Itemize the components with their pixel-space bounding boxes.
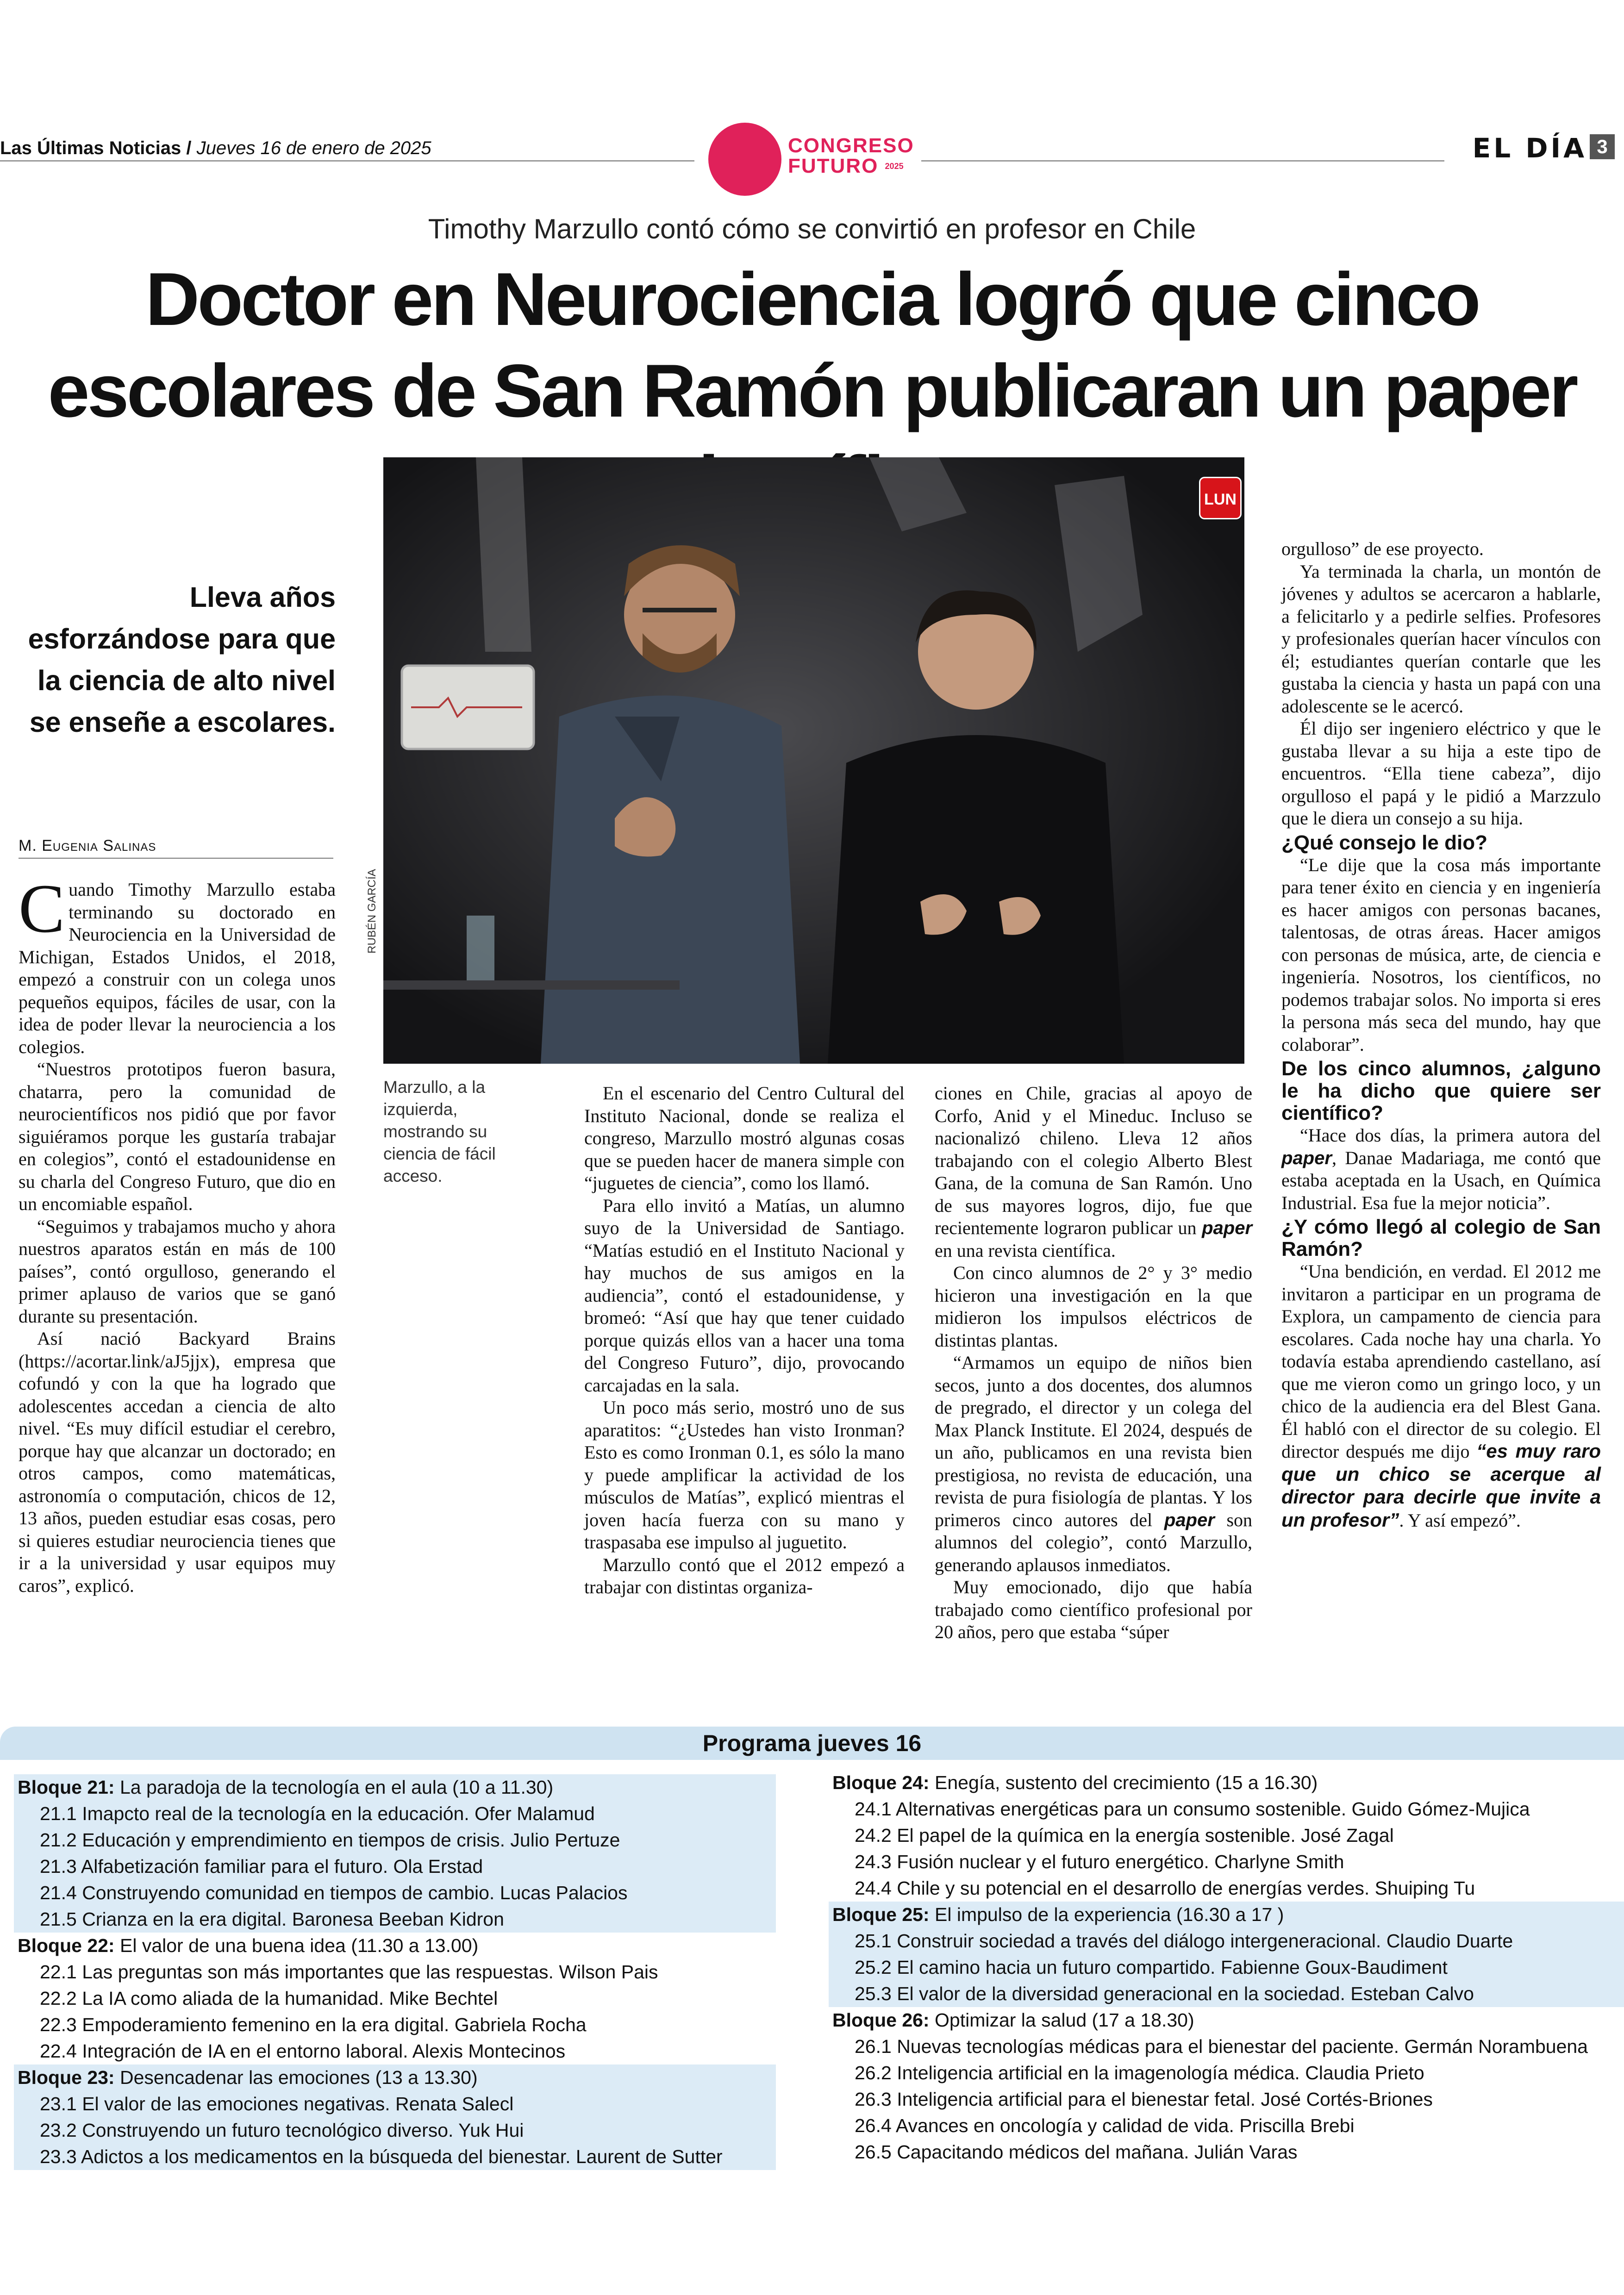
article-column-4 <box>1281 538 1601 1532</box>
deck: Lleva años esforzándose para que la ciencia de alto nivel se enseñe a escolares. <box>28 581 336 738</box>
paragraph: Muy emocionado, dijo que había trabajado como científico profesional por 20 años, pero que estaba “súper <box>935 1577 1252 1642</box>
paragraph: “Seguimos y trabajamos mucho y ahora nuestros aparatos están en más de 100 países”, contó orgulloso, generando el primer aplauso de varios que se ganó durante su presentación. <box>19 1216 336 1327</box>
program-item: 25.1 Construir sociedad a través del diálogo intergeneracional. Claudio Duarte <box>829 1928 1624 1954</box>
program-right-column <box>829 1770 1624 2165</box>
block-title: El impulso de la experiencia (16.30 a 17 ) <box>935 1904 1284 1925</box>
program-item: 23.1 El valor de las emociones negativas. Renata Salecl <box>14 2091 776 2117</box>
paper-word: paper <box>1281 1148 1332 1168</box>
program-item: 24.3 Fusión nuclear y el futuro energético. Charlyne Smith <box>855 1851 1344 1872</box>
block-title: Optimizar la salud (17 a 18.30) <box>935 2009 1194 2031</box>
paragraph: Marzullo contó que el 2012 empezó a trabajar con distintas organiza- <box>584 1554 905 1597</box>
photo-credit: RUBÉN GARCÍA <box>366 869 378 954</box>
block-label: Bloque 22: <box>18 1935 115 1956</box>
program-item: 21.2 Educación y emprendimiento en tiempos de crisis. Julio Pertuze <box>14 1827 776 1853</box>
interview-question: ¿Qué consejo le dio? <box>1281 831 1487 854</box>
quote-emphasis: “es muy raro que un chico se acerque al director para decirle que invite a un profesor” <box>1281 1440 1601 1531</box>
program-item: 22.1 Las preguntas son más importantes que las respuestas. Wilson Pais <box>40 1961 658 1983</box>
publication-line <box>0 138 431 159</box>
paragraph <box>1281 1260 1601 1532</box>
logo-line2: FUTURO <box>788 155 879 177</box>
program-item: 22.3 Empoderamiento femenino en la era digital. Gabriela Rocha <box>40 2014 587 2035</box>
program-left-column <box>14 1774 776 2170</box>
headline: Doctor en Neurociencia logró que cinco escolares de San Ramón publicaran un paper <box>48 257 1576 433</box>
interview-question: De los cinco alumnos, ¿alguno le ha dicho que quiere ser científico? <box>1281 1057 1601 1124</box>
program-title: Programa jueves 16 <box>0 1727 1624 1760</box>
article-column-2 <box>584 1082 905 1599</box>
publication-name: Las Últimas Noticias <box>0 138 181 158</box>
paragraph <box>935 1082 1252 1262</box>
block-header <box>829 1902 1624 1928</box>
paragraph: “Le dije que la cosa más importante para tener éxito en ciencia y en ingeniería es hacer amigos con personas bacanes, talentosas, de otras áreas. Hacer amigos con personas de música, arte, de ciencia e ingeniería. Nosotros, los científicos, no podemos trabajar solos. No importa si eres la persona más seca del mundo, hay que colaborar”. <box>1281 854 1601 1055</box>
dropcap: C <box>19 870 65 947</box>
paragraph: Ya terminada la charla, un montón de jóvenes y adultos se acercaron a hablarle, a felicitarlo y a pedirle selfies. Profesores y profesionales querían hacer vínculos con él; estudiantes querían contarle que les gustaba la ciencia y hasta un papá con una adolescente se le acercó. <box>1281 561 1601 717</box>
article-column-1 <box>19 870 336 1597</box>
program-item: 22.4 Integración de IA en el entorno laboral. Alexis Montecinos <box>40 2040 566 2062</box>
kicker: Timothy Marzullo contó cómo se convirtió en profesor en Chile <box>428 213 1196 244</box>
program-item: 26.1 Nuevas tecnologías médicas para el bienestar del paciente. Germán Norambuena <box>855 2036 1588 2057</box>
paragraph-text: “Una bendición, en verdad. El 2012 me invitaron a participar en un programa de Explora, un campamento de ciencia para escolares. Cada noche hay una charla. Yo todavía estaba aprendiendo castellano, así que me vieron como un gringo loco, y un chico de la audiencia era del Blest Gana. Él habló con el director de su colegio. El director después me dijo <box>1281 1261 1601 1462</box>
block-title: El valor de una buena idea (11.30 a 13.00) <box>120 1935 479 1956</box>
congreso-futuro-logo-icon <box>708 123 781 196</box>
byline: M. Eugenia Salinas <box>19 837 333 859</box>
issue-date: Jueves 16 de enero de 2025 <box>196 138 431 158</box>
program-item: 23.3 Adictos a los medicamentos en la búsqueda del bienestar. Laurent de Sutter <box>14 2144 776 2170</box>
program-item: 25.3 El valor de la diversidad generacional en la sociedad. Esteban Calvo <box>829 1981 1624 2007</box>
logo-line1: CONGRESO <box>788 134 914 157</box>
block-header <box>829 1770 1624 1796</box>
paragraph: orgulloso” de ese proyecto. <box>1281 538 1484 559</box>
program-item: 24.4 Chile y su potencial en el desarrollo de energías verdes. Shuiping Tu <box>855 1877 1475 1899</box>
paragraph-text: ciones en Chile, gracias al apoyo de Corfo, Anid y el Mineduc. Incluso se nacionalizó chileno. Lleva 12 años trabajando con el colegio Alberto Blest Gana, de la comuna de San Ramón. Uno de sus mayores logros, dijo, fue que recientemente lograron publicar un <box>935 1083 1252 1238</box>
program-item: 26.2 Inteligencia artificial en la imagenología médica. Claudia Prieto <box>855 2062 1424 2083</box>
block-header <box>14 1774 776 1801</box>
block-label: Bloque 23: <box>18 2067 115 2088</box>
paragraph: uando Timothy Marzullo estaba terminando su doctorado en Neurociencia en la Universidad de Michigan, Estados Unidos, el 2018, empezó a construir con un colega unos pequeños equipos, fáciles de usar, con la idea de poder llevar la neurociencia a los colegios. <box>19 879 336 1057</box>
paragraph <box>1281 1124 1601 1214</box>
program-item: 21.5 Crianza en la era digital. Baronesa Beeban Kidron <box>14 1906 776 1933</box>
paragraph: Él dijo ser ingeniero eléctrico y que le gustaba llevar a su hija a este tipo de encuentros. “Ella tiene cabeza”, dijo orgulloso el papá y le pidió a Marzzulo que le diera un consejo a su hija. <box>1281 718 1601 829</box>
paragraph-text: son alumnos del colegio”, contó Marzullo, generando aplausos inmediatos. <box>935 1509 1253 1575</box>
paragraph: Para ello invitó a Matías, un alumno suyo de la Universidad de Santiago. “Matías estudió en el Instituto Nacional y hay muchos de sus amigos en la audiencia”, contó el estadounidense, y bromeó: “Así que hay que tener cuidado porque quizás ellos van a hacer una toma del Congreso Futuro”, dijo, provocando carcajadas en la sala. <box>584 1195 905 1396</box>
block-title: La paradoja de la tecnología en el aula (10 a 11.30) <box>120 1777 554 1798</box>
page-number: 3 <box>1590 134 1615 159</box>
program-item: 26.4 Avances en oncología y calidad de vida. Priscilla Brebi <box>855 2115 1355 2136</box>
block-header <box>14 1933 776 1959</box>
paragraph-text: , Danae Madariaga, me contó que estaba aceptada en la Usach, en Química Industrial. Esa fue la mejor noticia”. <box>1281 1147 1601 1213</box>
paragraph: Con cinco alumnos de 2° y 3° medio hicieron una investigación en la que midieron los impulsos eléctricos de distintas plantas. <box>935 1262 1252 1351</box>
program-item: 21.4 Construyendo comunidad en tiempos de cambio. Lucas Palacios <box>14 1880 776 1906</box>
header-rule-right <box>921 160 1444 162</box>
paragraph-text: . Y así empezó”. <box>1399 1509 1521 1531</box>
paragraph: Así nació Backyard Brains (https://acortar.link/aJ5jjx), empresa que cofundó y con la que ha logrado que adolescentes accedan a ciencia de alto nivel. “Es muy difícil estudiar el cerebro, porque hay que alcanzar un doctorado; en otros campos, como matemáticas, astronomía o computación, chicos de 12, 13 años, pueden estudiar esas cosas, pero si quieres estudiar neurociencia tienes que ir a la universidad y usar equipos muy caros”, explicó. <box>19 1328 336 1596</box>
paragraph: En el escenario del Centro Cultural del Instituto Nacional, donde se realiza el congreso, Marzullo mostró algunas cosas que se pueden hacer de manera simple con “juguetes de ciencia”, como los llamó. <box>584 1083 905 1193</box>
program-item: 21.3 Alfabetización familiar para el futuro. Ola Erstad <box>14 1853 776 1880</box>
program-item: 26.5 Capacitando médicos del mañana. Julián Varas <box>855 2141 1298 2163</box>
paragraph-text: en una revista científica. <box>935 1240 1116 1261</box>
logo-year: 2025 <box>885 162 904 171</box>
paragraph <box>935 1352 1252 1576</box>
paper-word: paper <box>1202 1218 1253 1238</box>
paragraph: “Nuestros prototipos fueron basura, chatarra, pero la comunidad de neurocientíficos nos pidió que por favor siguiéramos porque les gustaría trabajar en colegios”, contó el estadounidense en su charla del Congreso Futuro, que dio en un encomiable español. <box>19 1059 336 1214</box>
block-label: Bloque 21: <box>18 1777 115 1798</box>
program-item: 26.3 Inteligencia artificial para el bienestar fetal. José Cortés-Briones <box>855 2089 1433 2110</box>
interview-question: ¿Y cómo llegó al colegio de San Ramón? <box>1281 1216 1601 1260</box>
article-column-3 <box>935 1082 1252 1644</box>
paragraph-text: “Armamos un equipo de niños bien secos, junto a dos docentes, dos alumnos de pregrado, el director y un colega del Max Planck Institute. El 2024, después de un año, publicamos en una revista bien prestigiosa, no revista de educación, una revista de pura fisiología de plantas. Y los primeros cinco autores del <box>935 1352 1252 1530</box>
photo-illustration <box>383 457 1244 1064</box>
lun-badge: LUN <box>1199 477 1242 519</box>
article-photo <box>383 457 1244 1064</box>
program-item: 21.1 Imapcto real de la tecnología en la educación. Ofer Malamud <box>14 1801 776 1827</box>
header-rule-left <box>0 160 694 162</box>
block-header <box>14 2064 776 2091</box>
program-item: 24.1 Alternativas energéticas para un consumo sostenible. Guido Gómez-Mujica <box>855 1798 1530 1820</box>
block-title: Desencadenar las emociones (13 a 13.30) <box>120 2067 478 2088</box>
block-label: Bloque 24: <box>832 1772 930 1793</box>
paper-word: paper <box>1164 1509 1215 1530</box>
block-label: Bloque 25: <box>832 1904 930 1925</box>
separator: / <box>181 138 197 158</box>
paragraph-text: “Hace dos días, la primera autora del <box>1300 1125 1601 1146</box>
section-name: EL DÍA <box>1472 132 1587 164</box>
block-label: Bloque 26: <box>832 2009 930 2031</box>
paragraph: Un poco más serio, mostró uno de sus aparatitos: “¿Ustedes han visto Ironman? Esto es como Ironman 0.1, es sólo la mano y puede amplificar la actividad de los músculos de Matías”, explicó mientras el joven hacía fuerza con su mano y traspasaba ese impulso al juguetito. <box>584 1397 905 1553</box>
program-item: 23.2 Construyendo un futuro tecnológico diverso. Yuk Hui <box>14 2117 776 2144</box>
block-title: Enegía, sustento del crecimiento (15 a 16.30) <box>935 1772 1318 1793</box>
congreso-futuro-logo <box>788 136 914 176</box>
photo-caption: Marzullo, a la izquierda, mostrando su ciencia de fácil acceso. <box>383 1078 496 1185</box>
program-item: 25.2 El camino hacia un futuro compartido. Fabienne Goux-Baudiment <box>829 1954 1624 1981</box>
block-header <box>829 2007 1624 2033</box>
program-item: 22.2 La IA como aliada de la humanidad. Mike Bechtel <box>40 1988 498 2009</box>
program-item: 24.2 El papel de la química en la energía sostenible. José Zagal <box>855 1825 1394 1846</box>
